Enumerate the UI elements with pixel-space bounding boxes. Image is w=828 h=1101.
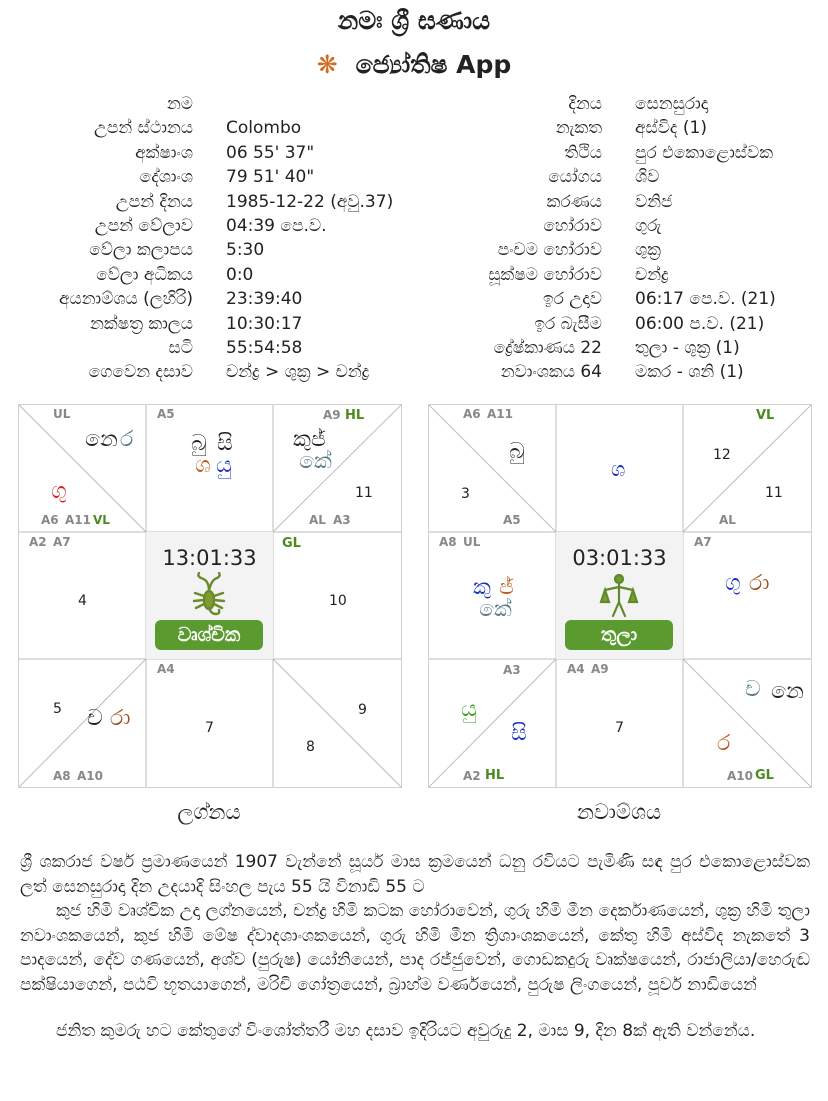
- lagna-sign-button[interactable]: වෘශ්චික: [155, 620, 263, 650]
- a4-label: A4: [157, 662, 175, 676]
- house-9: 9: [358, 702, 367, 718]
- info-label: තිථිය: [564, 142, 602, 163]
- app-title: [0, 50, 828, 80]
- lagna-time: 13:01:33: [162, 546, 257, 570]
- al-label: AL: [719, 513, 736, 527]
- app-logo-icon: ❋: [316, 50, 338, 79]
- info-label: නැකත: [555, 118, 602, 139]
- info-label: යෝගය: [548, 167, 602, 188]
- info-value: ගුරු: [635, 216, 662, 236]
- info-label: කරණය: [546, 191, 602, 212]
- planet-yu: යු: [216, 453, 232, 478]
- info-label: දිනය: [568, 94, 602, 114]
- house-5: 5: [53, 701, 62, 717]
- planet-cha: ච: [87, 706, 103, 731]
- info-label: ඉර බැසීම: [534, 313, 602, 334]
- a4-label: A4: [567, 662, 585, 676]
- a6-label: A6: [41, 513, 59, 527]
- info-row: [0, 336, 828, 360]
- planet-gu: ගු: [51, 479, 67, 504]
- a10-label: A10: [77, 769, 103, 783]
- planet-si: සි: [217, 431, 233, 456]
- gl-label: GL: [755, 768, 774, 783]
- info-value: 06:00 ප.ව. (21): [635, 313, 765, 334]
- info-row: [0, 312, 828, 336]
- vl-label: VL: [756, 408, 775, 423]
- planet-ra: ර: [120, 427, 134, 452]
- info-value: 5:30: [226, 240, 265, 261]
- planet-sha: ශ: [195, 453, 211, 478]
- info-value: චන්ද්‍ර > ශුක්‍ර > චන්ද්‍ර: [226, 362, 370, 383]
- info-value: 0:0: [226, 264, 254, 285]
- info-value: වනිජ: [635, 191, 673, 212]
- a11-label: A11: [65, 513, 91, 527]
- info-row: [0, 92, 828, 116]
- house-11: 11: [355, 485, 373, 501]
- a3-label: A3: [503, 663, 521, 677]
- info-label: අක්ෂාංශ: [135, 142, 193, 163]
- navamsa-sign-button[interactable]: තුලා: [565, 620, 673, 650]
- a5-label: A5: [157, 407, 175, 421]
- planet-cha: ච: [745, 677, 761, 702]
- info-value: මකර - ශනි (1): [635, 362, 744, 383]
- libra-icon: [599, 572, 639, 622]
- lagna-center-panel: [146, 532, 273, 659]
- a7-label: A7: [53, 535, 71, 549]
- info-value: 04:39 පෙ.ව.: [226, 216, 327, 236]
- al-label: AL: [309, 513, 326, 527]
- navamsa-time: 03:01:33: [572, 546, 667, 570]
- navamsa-chart-caption: නවාම්ශය: [576, 800, 662, 824]
- info-row: [0, 287, 828, 311]
- house-4: 4: [78, 593, 87, 609]
- a2-label: A2: [29, 535, 47, 549]
- info-label: නම: [166, 94, 193, 114]
- info-label: උපන් ස්ථානය: [93, 118, 193, 139]
- a6-label: A6: [463, 407, 481, 421]
- planet-bu: බු: [509, 439, 525, 464]
- info-value: 06 55' 37": [226, 142, 315, 163]
- info-row: [0, 116, 828, 140]
- info-value: 79 51' 40": [226, 167, 315, 188]
- a11-label: A11: [487, 407, 513, 421]
- planet-bu: බු: [191, 431, 207, 456]
- info-value: පුර එකොළොස්වක: [635, 142, 774, 163]
- info-value: 1985-12-22 (අවු.37): [226, 191, 394, 212]
- info-label: පංචම හෝරාව: [497, 240, 602, 261]
- info-label: උපන් වේලාව: [94, 216, 193, 236]
- info-row: [0, 141, 828, 165]
- a9-label: A9: [323, 408, 341, 422]
- a3-label: A3: [333, 513, 351, 527]
- info-row: [0, 263, 828, 287]
- house-3: 3: [461, 486, 470, 502]
- hl-label: HL: [345, 408, 365, 423]
- planet-yu: යු: [461, 697, 477, 722]
- a5-label: A5: [503, 513, 521, 527]
- info-value: Colombo: [226, 118, 302, 139]
- info-value: තුලා - ශුක්‍ර (1): [635, 338, 740, 358]
- app-title-text: ජ්‍යෝතිෂ App: [355, 50, 512, 79]
- info-value: ශුක්‍ර: [635, 240, 661, 261]
- planet-ne: නෙ: [85, 427, 118, 452]
- info-value: 10:30:17: [226, 313, 303, 334]
- planet-j: ජ්: [499, 575, 514, 600]
- planet-ke: කේ: [299, 449, 332, 474]
- info-value: 06:17 පෙ.ව. (21): [635, 289, 776, 310]
- house-7: 7: [205, 720, 214, 736]
- house-10: 10: [329, 593, 347, 609]
- a8-label: A8: [439, 535, 457, 549]
- a8-label: A8: [53, 769, 71, 783]
- a9-label: A9: [591, 662, 609, 676]
- vl-label: VL: [93, 513, 110, 527]
- info-label: නවාංශකය 64: [500, 362, 602, 383]
- info-value: ශිව: [635, 167, 660, 188]
- info-row: [0, 360, 828, 384]
- description-paragraph-1: ශ්‍රී ශකරාජ වර්ෂ ප්‍රමාණයෙන් 1907 වැන්නේ සූර්ය මාස ක්‍රමයෙන් ධනු රවියට පැමිණි සඳ පුර එකොළොස්වක ලත් සෙනසුරාදා දින උදයාදි සිංහල පැය 55 යි විනාඩි 55 ට: [20, 852, 810, 897]
- planet-ku: කු: [473, 575, 491, 600]
- info-label: වේලා කලාපය: [89, 240, 193, 261]
- info-value: චන්ද්‍ර: [635, 264, 669, 285]
- planet-si: සි: [511, 721, 527, 746]
- a10-label: A10: [727, 769, 753, 783]
- planet-raa: රා: [110, 706, 131, 731]
- info-label: ගෙවෙන දසාව: [88, 362, 193, 383]
- info-label: දේශාංශ: [139, 167, 193, 188]
- gl-label: GL: [282, 536, 301, 551]
- info-label: හෝරාව: [543, 216, 602, 236]
- a7-label: A7: [694, 535, 712, 549]
- info-row: [0, 238, 828, 262]
- description-paragraph-2: කුජ හිමි වෘශ්චික උදා ලග්නයෙන්, චන්ද්‍ර හිමි කටක හෝරාවෙන්, ගුරු හිමි මීන දෙර්කාණයෙන්, ශුක්‍ර හිමි තුලා නවාංශකයෙන්, කුජ හිමි මේෂ ද්වාදශාංශකයෙන්, ගුරු හිමි මීන ත්‍රිශාංශකයෙන්, කේතු හිමි අස්විද නැකතේ 3 පාදයෙන්, දේව ගණයෙන්, අශ්ව (පුරුෂ) යෝනියෙන්, පාද රජ්ජුවෙන්, ගොඩකදුරු වෘක්ෂයෙන්, රාජාලියා/හෙරුඬ පක්ෂියාගෙන්, පඨවි භූතයාගෙන්, මරිචි ගෝත්‍රයෙන්, බ්‍රාහ්ම වර්ණයෙන්, පුරුෂ ලිංගයෙන්, පූර්ව නාඩියෙන්: [20, 901, 810, 995]
- info-value: 55:54:58: [226, 338, 303, 358]
- info-value: අස්විද (1): [635, 118, 707, 139]
- info-value: 23:39:40: [226, 289, 303, 310]
- info-value: සෙනසුරාදා: [635, 94, 709, 114]
- info-label: නක්ෂත්‍ර කාලය: [90, 313, 193, 334]
- info-label: ඉර උදාව: [542, 289, 602, 310]
- planet-gu: ගු: [725, 571, 741, 596]
- info-row: [0, 165, 828, 189]
- planet-kuj: කුජ්: [293, 427, 326, 452]
- planet-ra: ර: [717, 731, 731, 756]
- ul-label: UL: [53, 407, 71, 421]
- house-8: 8: [306, 739, 315, 755]
- scorpio-icon: [189, 572, 229, 622]
- hl-label: HL: [485, 768, 505, 783]
- info-row: [0, 190, 828, 214]
- info-row: [0, 214, 828, 238]
- info-label: ද්‍රේෂ්කාණය 22: [493, 338, 602, 358]
- planet-raa: රා: [749, 571, 770, 596]
- ul-label: UL: [463, 535, 481, 549]
- info-label: සූක්ෂම හෝරාව: [488, 264, 602, 285]
- lagna-chart: [18, 404, 402, 788]
- navamsa-chart: [428, 404, 812, 788]
- info-label: සටි: [168, 338, 193, 358]
- planet-ne: නෙ: [771, 679, 804, 704]
- planet-ke: කේ: [479, 597, 512, 622]
- info-label: වේලා අධිකය: [96, 264, 193, 285]
- navamsa-center-panel: [556, 532, 683, 659]
- page-title: නමඃ ශ්‍රී ඝණාය: [337, 6, 491, 35]
- house-11: 11: [765, 485, 783, 501]
- info-label: උපන් දිනය: [115, 191, 193, 212]
- house-12: 12: [713, 447, 731, 463]
- lagna-chart-caption: ලග්නය: [177, 800, 241, 824]
- house-7: 7: [615, 720, 624, 736]
- info-label: අයනාම්ශය (ලහිරි): [59, 289, 193, 310]
- planet-sha: ශ: [611, 457, 626, 481]
- description-paragraph-3: ජනිත කුමරු හට කේතුගේ විංශෝත්තරී මහ දසාව ඉදිරියට අවුරුදු 2, මාස 9, දින 8ක් ඇති වන්නේය.: [56, 1021, 756, 1041]
- a2-label: A2: [463, 769, 481, 783]
